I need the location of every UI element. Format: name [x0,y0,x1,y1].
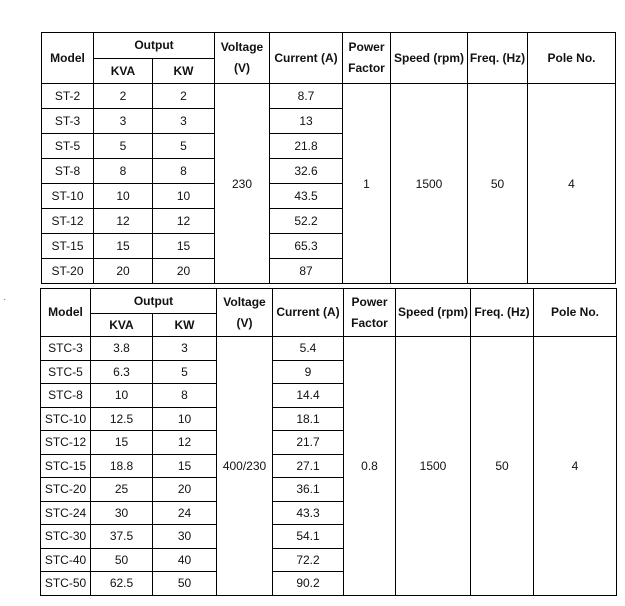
model-cell: ST-5 [42,134,94,159]
current-cell: 54.1 [273,525,344,549]
header-pole: Pole No. [528,33,616,84]
header-power-line1: Power [351,294,388,309]
header-kva: KVA [91,314,153,337]
header-freq: Freq. (Hz) [471,289,534,337]
kw-cell: 8 [153,159,215,184]
kva-cell: 62.5 [91,572,153,596]
kw-cell: 12 [153,209,215,234]
pole-cell: 4 [534,337,617,596]
kw-cell: 12 [153,431,217,455]
header-voltage-line2: (V) [234,61,251,75]
power-factor-cell: 0.8 [344,337,396,596]
kva-cell: 15 [91,431,153,455]
header-output: Output [94,33,215,59]
header-current: Current (A) [270,33,343,84]
margin-dot: · [3,294,7,305]
current-cell: 27.1 [273,454,344,478]
kw-cell: 5 [153,360,217,384]
current-cell: 36.1 [273,478,344,502]
header-freq: Freq. (Hz) [468,33,528,84]
freq-cell: 50 [468,84,528,284]
header-kw: KW [153,314,217,337]
kw-cell: 15 [153,454,217,478]
freq-cell: 50 [471,337,534,596]
speed-cell: 1500 [391,84,468,284]
header-model: Model [42,33,94,84]
current-cell: 9 [273,360,344,384]
model-cell: STC-15 [41,454,91,478]
kva-cell: 10 [91,384,153,408]
kw-cell: 20 [153,478,217,502]
kva-cell: 8 [94,159,153,184]
kva-cell: 18.8 [91,454,153,478]
model-cell: STC-10 [41,407,91,431]
header-power-line2: Factor [348,61,385,75]
kw-cell: 2 [153,84,215,109]
kw-cell: 8 [153,384,217,408]
current-cell: 43.5 [270,184,343,209]
header-current: Current (A) [273,289,344,337]
kw-cell: 20 [153,259,215,284]
model-cell: ST-8 [42,159,94,184]
current-cell: 90.2 [273,572,344,596]
power-factor-cell: 1 [343,84,391,284]
current-cell: 5.4 [273,337,344,361]
voltage-cell: 400/230 [217,337,273,596]
kva-cell: 12.5 [91,407,153,431]
table-row [42,84,616,109]
model-cell: ST-20 [42,259,94,284]
kva-cell: 15 [94,234,153,259]
header-power-factor [344,289,396,337]
kw-cell: 3 [153,109,215,134]
kw-cell: 40 [153,548,217,572]
model-cell: ST-3 [42,109,94,134]
current-cell: 14.4 [273,384,344,408]
header-pole: Pole No. [534,289,617,337]
header-power-line2: Factor [351,315,388,330]
model-cell: STC-3 [41,337,91,361]
current-cell: 65.3 [270,234,343,259]
kw-cell: 30 [153,525,217,549]
kva-cell: 30 [91,501,153,525]
current-cell: 18.1 [273,407,344,431]
current-cell: 87 [270,259,343,284]
current-cell: 21.8 [270,134,343,159]
kva-cell: 37.5 [91,525,153,549]
header-kw: KW [153,59,215,84]
kva-cell: 3.8 [91,337,153,361]
model-cell: STC-24 [41,501,91,525]
model-cell: ST-15 [42,234,94,259]
model-cell: ST-10 [42,184,94,209]
header-speed: Speed (rpm) [391,33,468,84]
current-cell: 32.6 [270,159,343,184]
model-cell: STC-5 [41,360,91,384]
current-cell: 52.2 [270,209,343,234]
voltage-cell: 230 [215,84,270,284]
spec-table-st [41,32,616,284]
model-cell: STC-8 [41,384,91,408]
header-output: Output [91,289,217,314]
current-cell: 13 [270,109,343,134]
model-cell: STC-50 [41,572,91,596]
kva-cell: 12 [94,209,153,234]
current-cell: 21.7 [273,431,344,455]
pole-cell: 4 [528,84,616,284]
kva-cell: 25 [91,478,153,502]
header-model: Model [41,289,91,337]
kw-cell: 10 [153,407,217,431]
kva-cell: 20 [94,259,153,284]
kva-cell: 6.3 [91,360,153,384]
spec-table-stc [40,288,617,596]
header-kva: KVA [94,59,153,84]
header-speed: Speed (rpm) [396,289,471,337]
kva-cell: 3 [94,109,153,134]
kw-cell: 5 [153,134,215,159]
model-cell: ST-12 [42,209,94,234]
kw-cell: 50 [153,572,217,596]
current-cell: 72.2 [273,548,344,572]
header-power-factor [343,33,391,84]
header-voltage-line1: Voltage [220,40,264,54]
current-cell: 8.7 [270,84,343,109]
header-voltage [215,33,270,84]
kva-cell: 5 [94,134,153,159]
kw-cell: 24 [153,501,217,525]
header-voltage [217,289,273,337]
speed-cell: 1500 [396,337,471,596]
model-cell: STC-40 [41,548,91,572]
kw-cell: 3 [153,337,217,361]
kva-cell: 50 [91,548,153,572]
kva-cell: 2 [94,84,153,109]
current-cell: 43.3 [273,501,344,525]
kva-cell: 10 [94,184,153,209]
header-voltage-line1: Voltage [223,294,266,309]
model-cell: STC-12 [41,431,91,455]
model-cell: STC-30 [41,525,91,549]
header-power-line1: Power [348,40,385,54]
kw-cell: 10 [153,184,215,209]
model-cell: STC-20 [41,478,91,502]
model-cell: ST-2 [42,84,94,109]
kw-cell: 15 [153,234,215,259]
table-row [41,337,617,361]
header-voltage-line2: (V) [236,315,253,330]
